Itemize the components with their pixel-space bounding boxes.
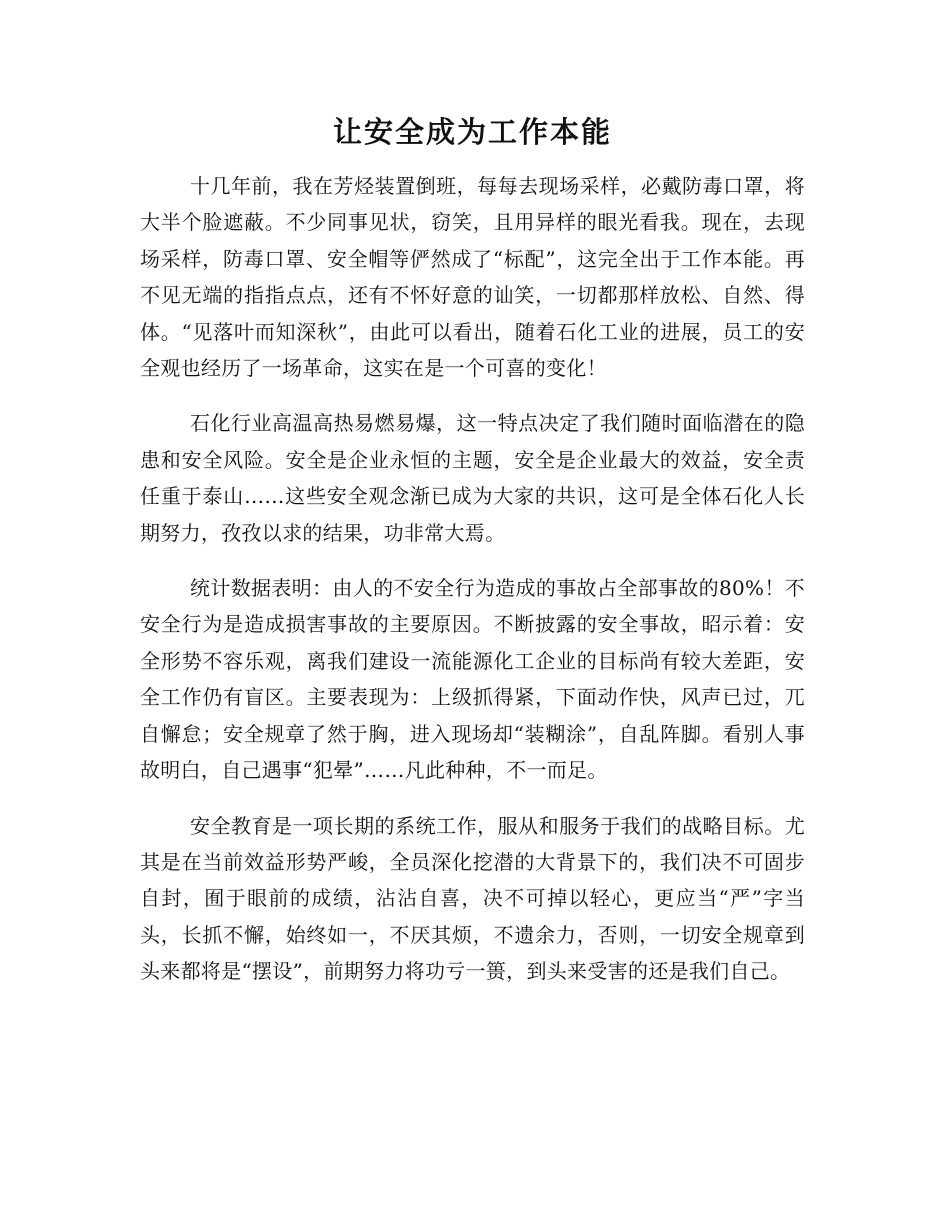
paragraph-1: 十几年前，我在芳烃装置倒班，每每去现场采样，必戴防毒口罩，将大半个脸遮蔽。不少同事见状，窃笑，且用异样的眼光看我。现在，去现场采样，防毒口罩、安全帽等俨然成了“标配”，这完全出于工作本能。再不见无端的指指点点，还有不怀好意的讪笑，一切都那样放松、自然、得体。“见落叶而知深秋”，由此可以看出，随着石化工业的进展，员工的安全观也经历了一场革命，这实在是一个可喜的变化！: [140, 174, 805, 381]
paragraph-2: 石化行业高温高热易燃易爆，这一特点决定了我们随时面临潜在的隐患和安全风险。安全是企业永恒的主题，安全是企业最大的效益，安全责任重于泰山……这些安全观念渐已成为大家的共识，这可是全体石化人长期努力，孜孜以求的结果，功非常大焉。: [140, 411, 805, 545]
paragraph-4: 安全教育是一项长期的系统工作，服从和服务于我们的战略目标。尤其是在当前效益形势严峻，全员深化挖潜的大背景下的，我们决不可固步自封，囿于眼前的成绩，沾沾自喜，决不可掉以轻心，更应当“严”字当头，长抓不懈，始终如一，不厌其烦，不遗余力，否则，一切安全规章到头来都将是“摆设”，前期努力将功亏一篑，到头来受害的还是我们自己。: [140, 813, 805, 984]
paragraph-3: 统计数据表明：由人的不安全行为造成的事故占全部事故的80%！不安全行为是造成损害事故的主要原因。不断披露的安全事故，昭示着：安全形势不容乐观，离我们建设一流能源化工企业的目标尚有较大差距，安全工作仍有盲区。主要表现为：上级抓得紧，下面动作快，风声已过，兀自懈怠；安全规章了然于胸，进入现场却“装糊涂”，自乱阵脚。看别人事故明白，自己遇事“犯晕”……凡此种种，不一而足。: [140, 576, 805, 783]
document-page: [140, 110, 805, 1009]
document-title: 让安全成为工作本能: [332, 115, 612, 149]
